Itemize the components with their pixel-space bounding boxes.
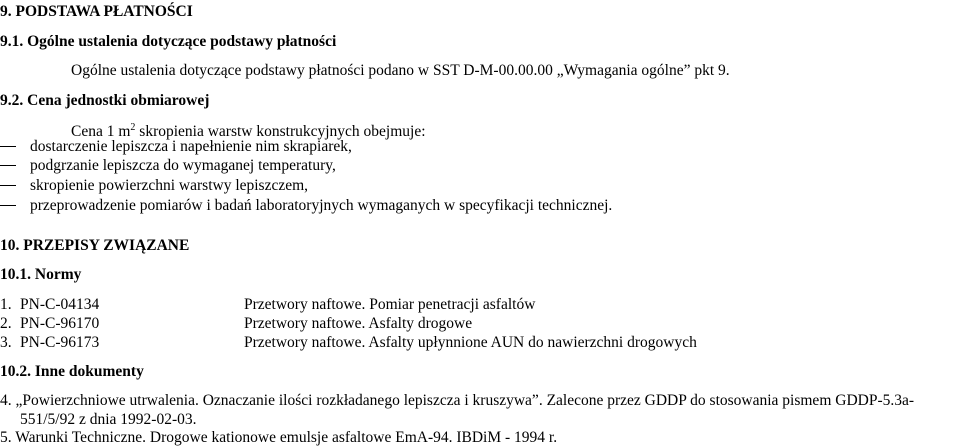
superscript: 2 <box>130 122 136 133</box>
document-item-line: 4. „Powierzchniowe utrwalenia. Oznaczanie ilości rozkładanego lepiszcza i kruszywa”. Zalecone przez GDDP do stosowania pismem GDDP-5.3a- <box>0 392 915 409</box>
dash-bullet <box>0 146 16 147</box>
section-10-2-heading: 10.2. Inne dokumenty <box>0 363 144 380</box>
section-9-1-text: Ogólne ustalenia dotyczące podstawy płatności podano w SST D-M-00.00.00 „Wymagania ogólne” pkt 9. <box>71 62 730 79</box>
dash-bullet <box>0 205 16 206</box>
document-item-line: 551/5/92 z dnia 1992-02-03. <box>20 411 197 428</box>
section-10-heading: 10. PRZEPISY ZWIĄZANE <box>0 237 190 254</box>
section-9-1-heading: 9.1. Ogólne ustalenia dotyczące podstawy płatności <box>0 33 337 50</box>
section-9-heading: 9. PODSTAWA PŁATNOŚCI <box>0 3 193 20</box>
document-item-line: 5. Warunki Techniczne. Drogowe kationowe emulsje asfaltowe EmA-94. IBDiM - 1994 r. <box>0 429 558 446</box>
dash-bullet <box>0 185 16 186</box>
section-10-1-heading: 10.1. Normy <box>0 266 82 283</box>
dash-bullet <box>0 165 16 166</box>
section-9-2-intro: Cena 1 $m^2$ skropienia warstw konstrukcyjnych obejmuje: <box>71 122 426 140</box>
document-page: 9. PODSTAWA PŁATNOŚCI 9.1. Ogólne ustalenia dotyczące podstawy płatności Ogólne ustalenia dotyczące podstawy płatności podano w SST D-M-00.00.00 „Wymagania ogólne” pkt 9. 9.2. Cena jednostki obmiarowej Cena 1 $m^2$ skropienia warstw konstrukcyjnych obejmuje: dostarczenie lepiszcza i napełnienie nim skrapiarek, podgrzanie lepiszcza do wymaganej temperatury, skropienie powierzchni warstwy lepiszczem, przeprowadzenie pomiarów i badań laboratoryjnych wymaganych w specyfikacji technicznej. 10. PRZEPISY ZWIĄZANE 10.1. Normy 1. PN-C-04134 Przetwory naftowe. Pomiar penetracji asfaltów 2. PN-C-96170 Przetwory naftowe. Asfalty drogowe 3. PN-C-96173 Przetwory naftowe. Asfalty upłynnione AUN do nawierzchni drogowych 10.2. Inne dokumenty 4. „Powierzchniowe utrwalenia. Oznaczanie ilości rozkładanego lepiszcza i kruszywa”. Zalecone przez GDDP do stosowania pismem GDDP-5.3a- 551/5/92 z dnia 1992-02-03. 5. Warunki Techniczne. Drogowe kationowe emulsje asfaltowe EmA-94. IBDiM - 1994 r. <box>0 3 915 446</box>
section-9-2-heading: 9.2. Cena jednostki obmiarowej <box>0 92 210 109</box>
